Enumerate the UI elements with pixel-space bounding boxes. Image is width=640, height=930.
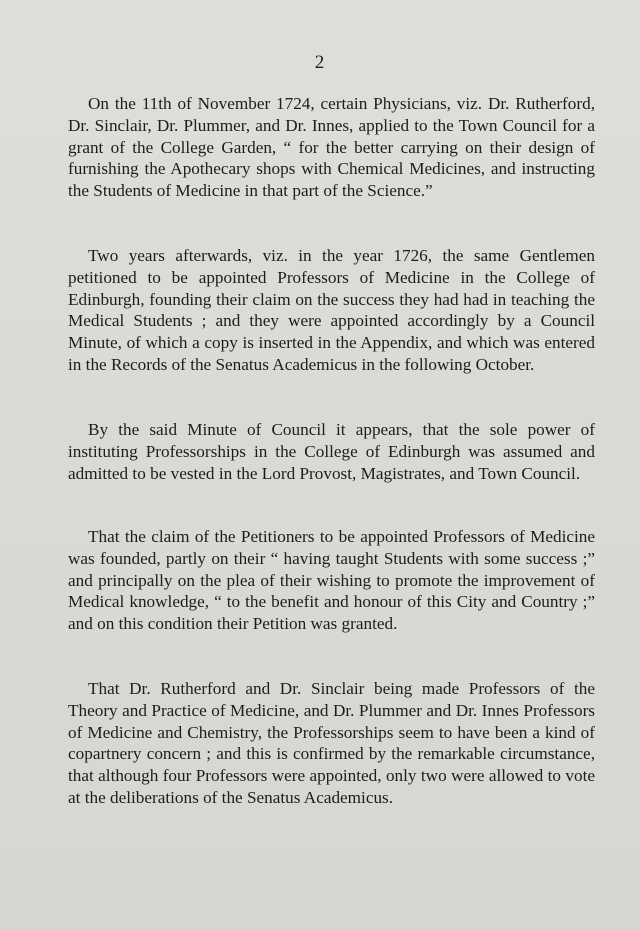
paragraph-5: That Dr. Rutherford and Dr. Sinclair being made Professors of the Theory and Practice of Medicine, and Dr. Plummer and Dr. Innes Professors of Medicine and Chemistry, the Professorships seem to have been a kind of copartnery concern ; and this is confirmed by the remarkable circumstance, that although four Professors were appointed, only two were allowed to vote at the deliberations of the Senatus Academicus.	[68, 679, 595, 807]
page-number: 2	[314, 52, 326, 73]
paragraph-4: That the claim of the Petitioners to be appointed Professors of Medicine was founded, partly on their “ having taught Students with some success ;” and principally on the plea of their wishing to promote the improvement of Medical knowledge, “ to the benefit and honour of this City and Country ;” and on this condition their Petition was granted.	[68, 527, 595, 634]
paragraph-1: On the 11th of November 1724, certain Physicians, viz. Dr. Rutherford, Dr. Sinclair, Dr. Plummer, and Dr. Innes, applied to the Town Council for a grant of the College Garden, “ for the better carrying on their design of furnishing the Apothecary shops with Chemical Medicines, and instructing the Students of Medicine in that part of the Science.”	[68, 94, 595, 201]
paragraph-2: Two years afterwards, viz. in the year 1726, the same Gentlemen petitioned to be appointed Professors of Medicine in the College of Edinburgh, founding their claim on the success they had had in teaching the Medical Students ; and they were appointed accordingly by a Council Minute, of which a copy is inserted in the Appendix, and which was entered in the Records of the Senatus Academicus in the following October.	[68, 246, 595, 374]
paragraph-3: By the said Minute of Council it appears, that the sole power of instituting Professorships in the College of Edinburgh was assumed and admitted to be vested in the Lord Provost, Magistrates, and Town Council.	[68, 420, 595, 483]
